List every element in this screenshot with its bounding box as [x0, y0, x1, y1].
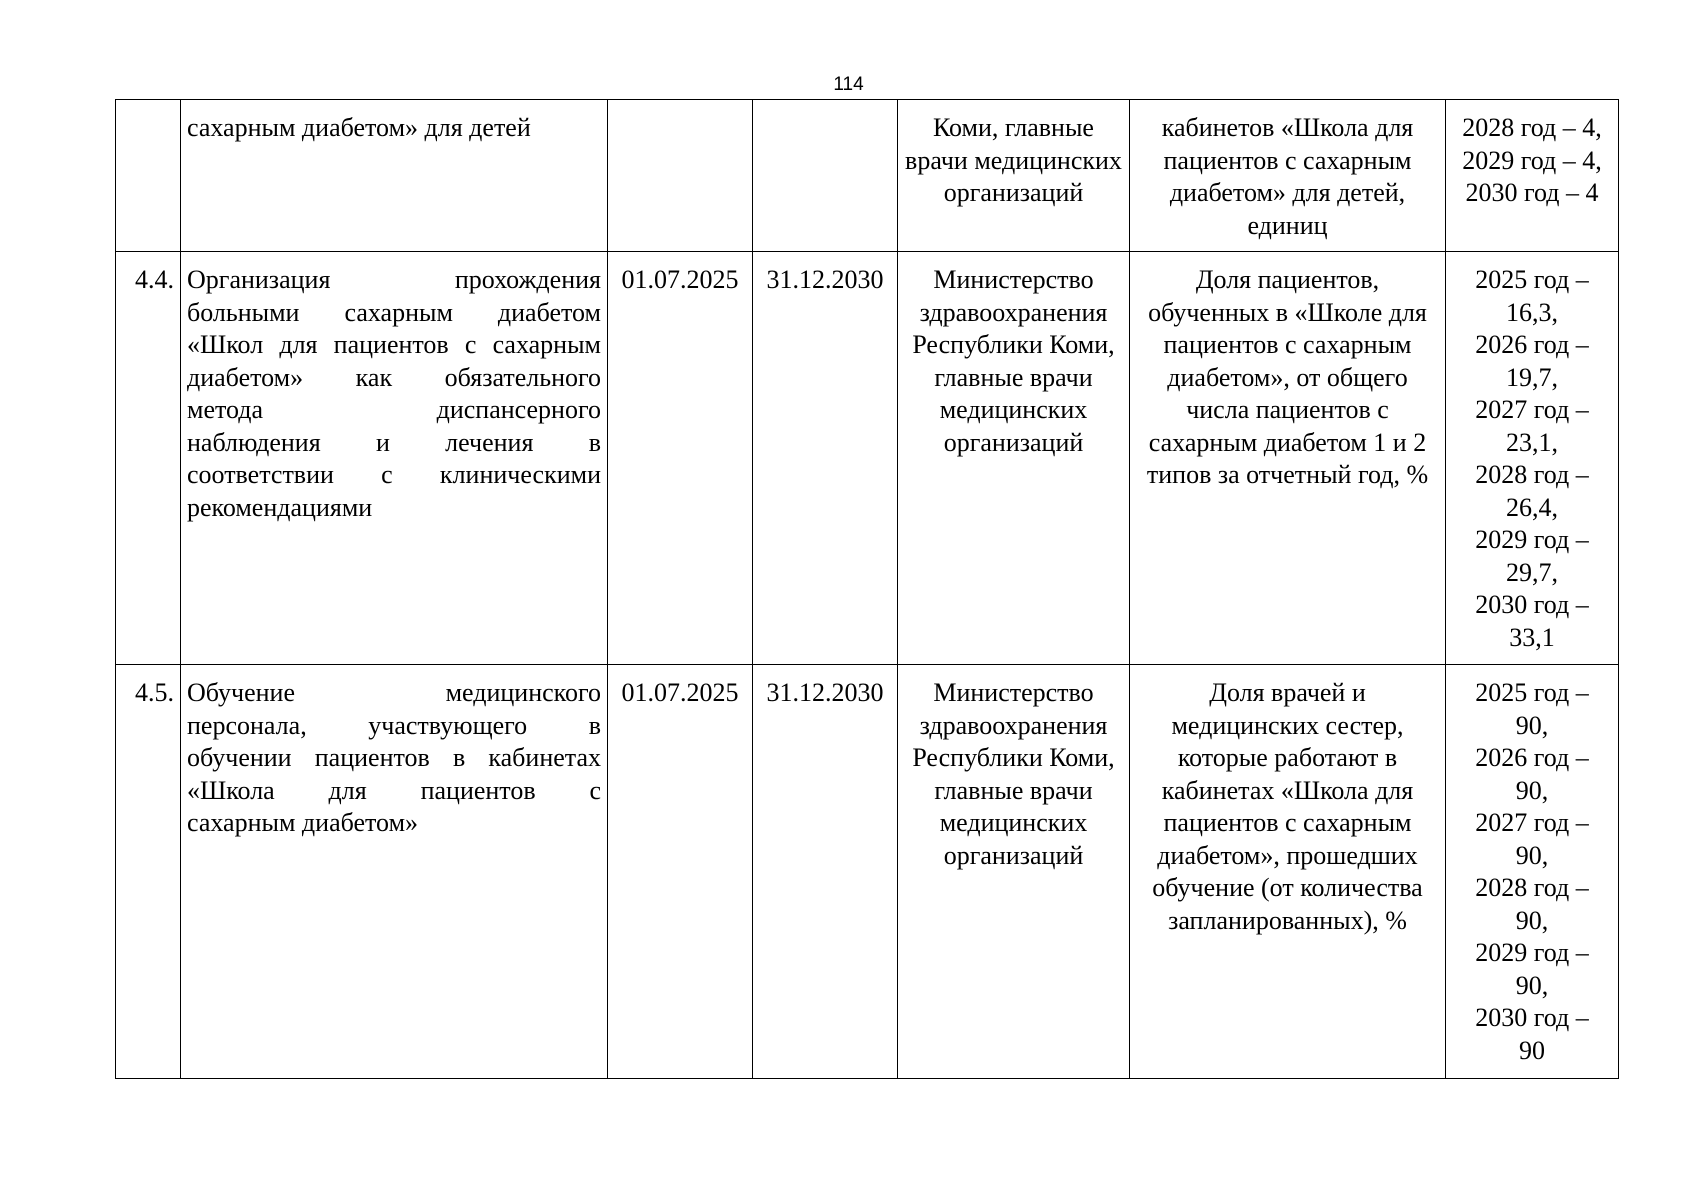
- activity-name-line: «Школ для пациентов с сахарным: [187, 330, 601, 359]
- activity-name: [181, 665, 608, 1079]
- activity-name-line: Обучение медицинского: [187, 678, 601, 707]
- end-date: [753, 100, 898, 252]
- activity-name: [181, 252, 608, 665]
- value-line: 33,1: [1509, 622, 1555, 652]
- value-line: 90,: [1515, 710, 1549, 740]
- indicator: Доля врачей и медицинских сестер, которые работают в кабинетах «Школа для пациентов с сахарным диабетом», прошедших обучение (от количества запланированных), %: [1130, 665, 1446, 1079]
- indicator-values: [1446, 665, 1619, 1079]
- start-date: 01.07.2025: [608, 252, 753, 665]
- indicator-values: [1446, 252, 1619, 665]
- value-line: 2026 год –: [1475, 330, 1589, 359]
- value-line: 2027 год –: [1475, 395, 1589, 424]
- row-number: 4.5.: [116, 665, 181, 1079]
- value-line: 90,: [1515, 905, 1549, 935]
- value-line: 2029 год –: [1475, 938, 1589, 967]
- table-row: [116, 665, 1619, 1079]
- value-line: 29,7,: [1506, 557, 1558, 587]
- value-line: 2026 год –: [1475, 743, 1589, 772]
- activity-name-line: соответствии с клиническими: [187, 460, 601, 489]
- responsible-executor: Министерство здравоохранения Республики Коми, главные врачи медицинских организаций: [898, 252, 1130, 665]
- value-line: 2029 год – 4,: [1462, 145, 1602, 175]
- activity-name-line: наблюдения и лечения в: [187, 427, 601, 457]
- activity-name-line: рекомендациями: [187, 492, 373, 522]
- activity-name-line: сахарным диабетом» для детей: [187, 113, 531, 142]
- value-line: 90,: [1515, 840, 1549, 870]
- table-row: [116, 252, 1619, 665]
- value-line: 2030 год – 4: [1465, 178, 1599, 207]
- activity-name-line: больными сахарным диабетом: [187, 297, 601, 327]
- end-date: 31.12.2030: [753, 665, 898, 1079]
- value-line: 2027 год –: [1475, 808, 1589, 837]
- value-line: 26,4,: [1506, 492, 1558, 522]
- table-row: [116, 100, 1619, 252]
- page-number: 114: [833, 74, 864, 95]
- indicator-values: [1446, 100, 1619, 252]
- end-date: 31.12.2030: [753, 252, 898, 665]
- value-line: 2029 год –: [1475, 525, 1589, 554]
- activity-name-line: персонала, участвующего в: [187, 710, 601, 740]
- value-line: 2030 год –: [1475, 1003, 1589, 1032]
- value-line: 90: [1519, 1035, 1545, 1065]
- value-line: 23,1,: [1506, 427, 1558, 457]
- start-date: [608, 100, 753, 252]
- value-line: 2025 год –: [1475, 678, 1589, 707]
- responsible-executor: Коми, главные врачи медицинских организаций: [898, 100, 1130, 252]
- plan-table: [115, 99, 1619, 1079]
- start-date: 01.07.2025: [608, 665, 753, 1079]
- value-line: 90,: [1515, 775, 1549, 805]
- value-line: 2028 год –: [1475, 873, 1589, 902]
- value-line: 90,: [1515, 970, 1549, 1000]
- activity-name: [181, 100, 608, 252]
- activity-name-line: метода диспансерного: [187, 395, 601, 424]
- responsible-executor: Министерство здравоохранения Республики Коми, главные врачи медицинских организаций: [898, 665, 1130, 1079]
- activity-name-line: сахарным диабетом»: [187, 808, 419, 837]
- value-line: 16,3,: [1506, 297, 1558, 327]
- indicator: Доля пациентов, обученных в «Школе для пациентов с сахарным диабетом», от общего числа пациентов с сахарным диабетом 1 и 2 типов за отчетный год, %: [1130, 252, 1446, 665]
- activity-name-line: обучении пациентов в кабинетах: [187, 743, 601, 772]
- indicator: кабинетов «Школа для пациентов с сахарным диабетом» для детей, единиц: [1130, 100, 1446, 252]
- activity-name-line: диабетом» как обязательного: [187, 362, 601, 392]
- activity-name-line: «Школа для пациентов с: [187, 775, 601, 805]
- value-line: 2025 год –: [1475, 265, 1589, 294]
- value-line: 19,7,: [1506, 362, 1558, 392]
- value-line: 2028 год – 4,: [1462, 113, 1602, 142]
- row-number: [116, 100, 181, 252]
- value-line: 2030 год –: [1475, 590, 1589, 619]
- row-number: 4.4.: [116, 252, 181, 665]
- activity-name-line: Организация прохождения: [187, 265, 601, 294]
- value-line: 2028 год –: [1475, 460, 1589, 489]
